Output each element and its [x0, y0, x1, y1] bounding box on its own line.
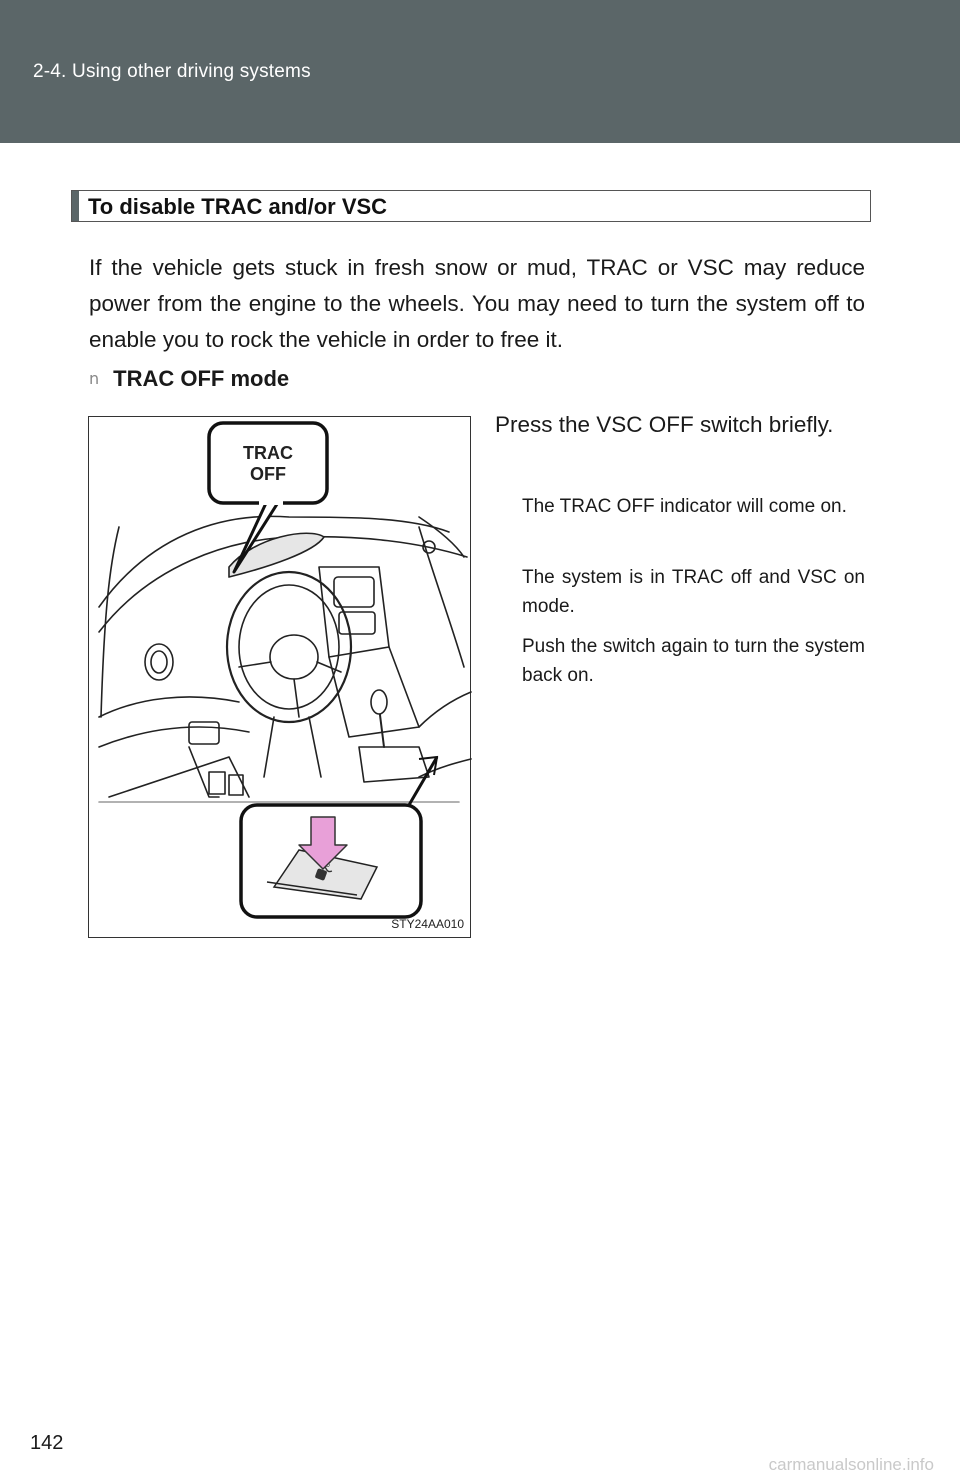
switch-callout — [241, 805, 421, 917]
step-instruction: Press the VSC OFF switch briefly. — [495, 412, 834, 437]
indicator-text-off: OFF — [250, 464, 286, 484]
mode-heading — [89, 366, 289, 392]
note-mode: The system is in TRAC off and VSC on mode. — [522, 567, 865, 617]
section-title-box — [71, 190, 871, 222]
section-title: To disable TRAC and/or VSC — [88, 194, 388, 219]
mode-label: TRAC OFF mode — [113, 366, 290, 391]
indicator-text-trac: TRAC — [243, 443, 293, 463]
bullet-icon: n — [89, 369, 100, 388]
note-indicator: The TRAC OFF indicator will come on. — [522, 496, 847, 517]
title-bar-accent — [72, 191, 79, 221]
watermark: carmanualsonline.info — [768, 1455, 934, 1474]
note-reset: Push the switch again to turn the system back on. — [522, 636, 865, 686]
intro-paragraph: If the vehicle gets stuck in fresh snow or mud, TRAC or VSC may reduce power from the engine to the wheels. You may need to turn the system off to enable you to rock the vehicle in order to free it. — [89, 255, 865, 352]
dashboard-illustration — [88, 416, 471, 938]
section-breadcrumb: 2-4. Using other driving systems — [33, 61, 311, 82]
page-header — [0, 0, 960, 143]
dashboard-drawing — [89, 417, 472, 939]
page-number: 142 — [30, 1432, 64, 1454]
figure-code: STY24AA010 — [391, 917, 464, 931]
